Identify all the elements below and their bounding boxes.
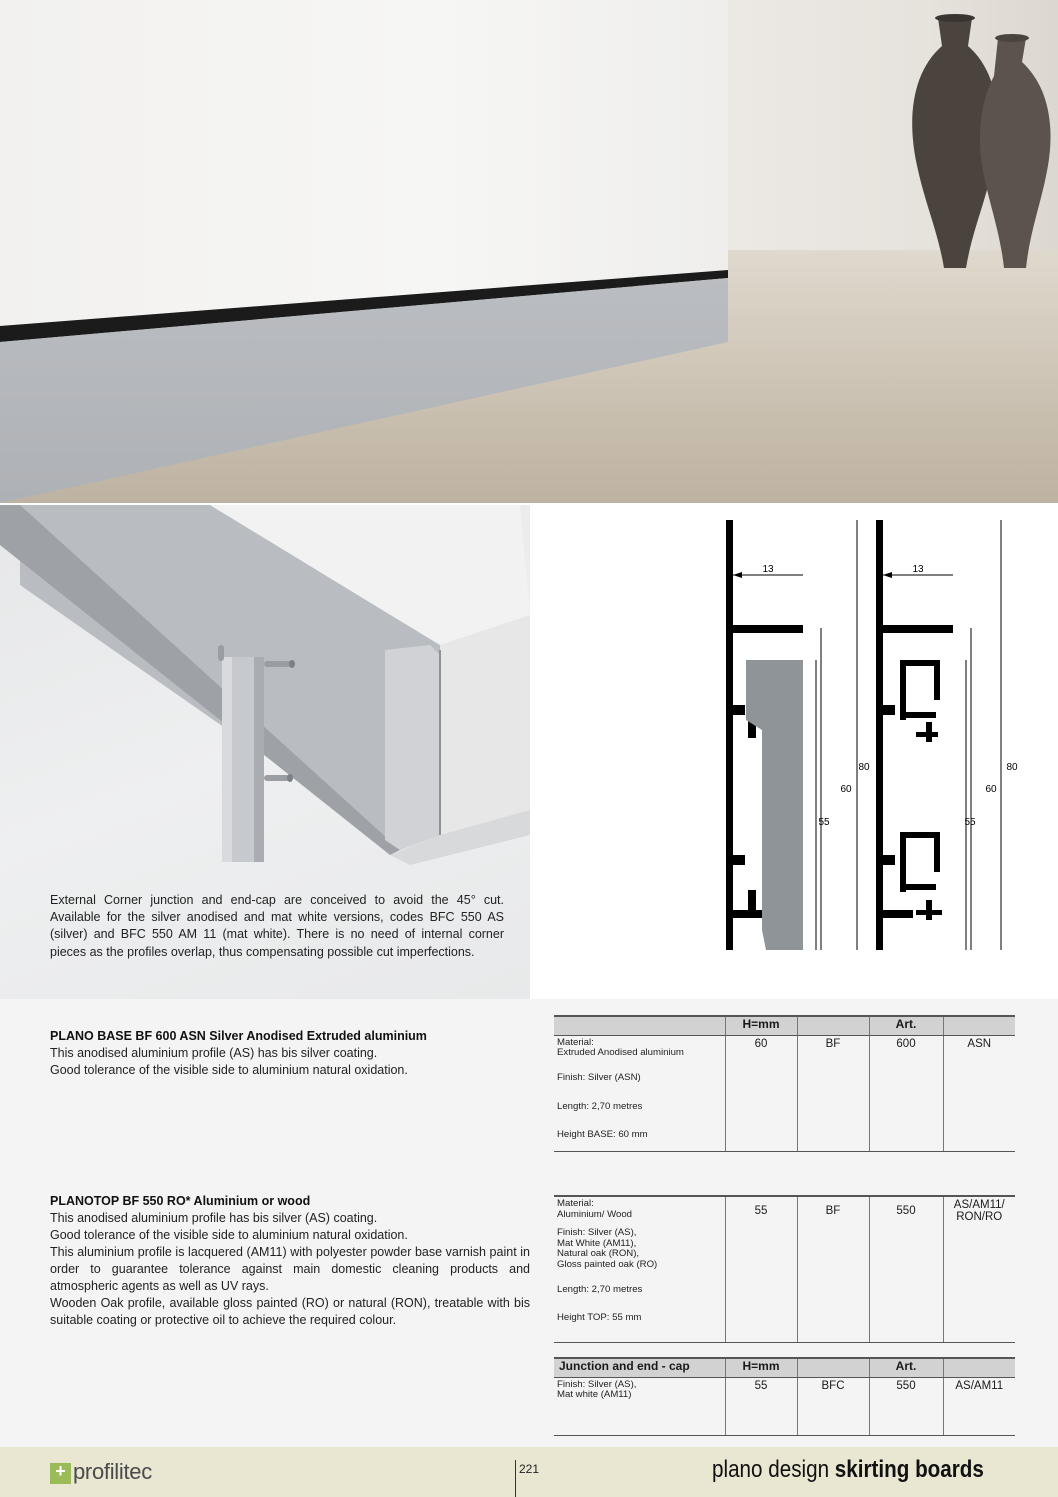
profile-cross-section-drawing [690, 510, 1030, 960]
table3-art-1: BFC [797, 1377, 869, 1435]
table2-art-1: BF [797, 1196, 869, 1342]
table1-header-h: H=mm [725, 1016, 797, 1035]
table3-finish-cell [554, 1377, 725, 1435]
dim-55-right: 55 [964, 817, 976, 828]
table3-art-2: 550 [869, 1377, 943, 1435]
product-top-line-2: Good tolerance of the visible side to aluminium natural oxidation. [50, 1228, 408, 1242]
product-title-base: PLANO BASE BF 600 ASN Silver Anodised Extruded aluminium [50, 1029, 427, 1043]
dim-13-left: 13 [762, 564, 774, 575]
dim-60-left: 60 [840, 784, 852, 795]
table3-header-h: H=mm [725, 1358, 797, 1377]
table2-height: Height TOP: 55 mm [557, 1311, 642, 1323]
table1-material-value: Extruded Anodised aluminium [557, 1047, 684, 1058]
product-title-top: PLANOTOP BF 550 RO* Aluminium or wood [50, 1194, 311, 1208]
table1-h-value: 60 [725, 1035, 797, 1151]
table2-material-label: Material: [557, 1198, 594, 1209]
dim-60-right: 60 [985, 784, 997, 795]
table1-material-label: Material: [557, 1036, 594, 1048]
logo-plus-icon: + [55, 1461, 66, 1481]
table2-material-value: Aluminium/ Wood [557, 1208, 633, 1220]
table2-finish-2: Mat White (AM11), [557, 1237, 637, 1249]
table3-header-title: Junction and end - cap [554, 1358, 725, 1377]
table2-finish-4: Gloss painted oak (RO) [557, 1258, 658, 1270]
table2-material-cell [554, 1196, 725, 1342]
dim-80-right: 80 [1006, 762, 1018, 773]
corner-description: External Corner junction and end-cap are conceived to avoid the 45° cut. Available for the silver anodised and mat white versions, codes BFC 550 AS (silver) and BFC 550 AM 11 (mat white). There is no need of internal corner pieces as the profiles overlap, thus compensating possible cut imperfections. [50, 893, 504, 959]
table3-finish-2: Mat white (AM11) [557, 1389, 632, 1400]
table2-finish-3: Natural oak (RON), [557, 1248, 640, 1259]
table3-h-value: 55 [725, 1377, 797, 1435]
spec-table-top [554, 1195, 1015, 1343]
footer-title [712, 1456, 984, 1484]
product-top-line-4: Wooden Oak profile, available gloss painted (RO) or natural (RON), treatable with bis suitable coating or protective oil to achieve the required colour. [50, 1296, 530, 1327]
product-top-line-3: This aluminium profile is lacquered (AM11) with polyester powder base varnish paint in order to guarantee tolerance against main domestic cleaning products and atmospheric agents as well as UV rays. [50, 1245, 530, 1293]
product-base-line-2: Good tolerance of the visible side to aluminium natural oxidation. [50, 1063, 408, 1077]
vase-image [880, 10, 1058, 270]
product-top-line-1: This anodised aluminium profile has bis silver (AS) coating. [50, 1211, 378, 1225]
table1-art-2: 600 [869, 1035, 943, 1151]
table1-height: Height BASE: 60 mm [557, 1128, 648, 1140]
footer-title-light: plano design [712, 1456, 835, 1483]
table1-art-3: ASN [943, 1035, 1015, 1151]
table2-art-3-line-1: AS/AM11/ [953, 1199, 1005, 1211]
dim-13-right: 13 [912, 564, 924, 575]
table2-art-2: 550 [869, 1196, 943, 1342]
table1-length: Length: 2,70 metres [557, 1101, 643, 1112]
table2-h-value: 55 [725, 1196, 797, 1342]
page-number: 221 [519, 1462, 540, 1476]
spec-table-base [554, 1015, 1015, 1152]
table2-length: Length: 2,70 metres [557, 1284, 643, 1295]
page-separator [515, 1460, 516, 1497]
table1-header-blank [554, 1016, 725, 1035]
table1-material-cell [554, 1035, 725, 1151]
logo-text: profilitec [73, 1459, 152, 1484]
dim-55-left: 55 [818, 817, 830, 828]
table3-finish-1: Finish: Silver (AS), [557, 1378, 637, 1390]
dim-80-left: 80 [858, 762, 870, 773]
spec-table-junction [554, 1357, 1015, 1436]
table2-finish-1: Finish: Silver (AS), [557, 1227, 637, 1238]
table1-header-art: Art. [869, 1016, 943, 1035]
table3-art-3: AS/AM11 [943, 1377, 1015, 1435]
footer-title-bold: skirting boards [834, 1456, 984, 1483]
table1-art-1: BF [797, 1035, 869, 1151]
table2-art-3-line-2: RON/RO [956, 1211, 1003, 1223]
table2-art-3-cell [943, 1196, 1015, 1342]
table1-finish: Finish: Silver (ASN) [557, 1071, 641, 1083]
product-base-line-1: This anodised aluminium profile (AS) has bis silver coating. [50, 1046, 378, 1060]
hero-photo [0, 0, 1058, 503]
table3-header-art: Art. [869, 1358, 943, 1377]
